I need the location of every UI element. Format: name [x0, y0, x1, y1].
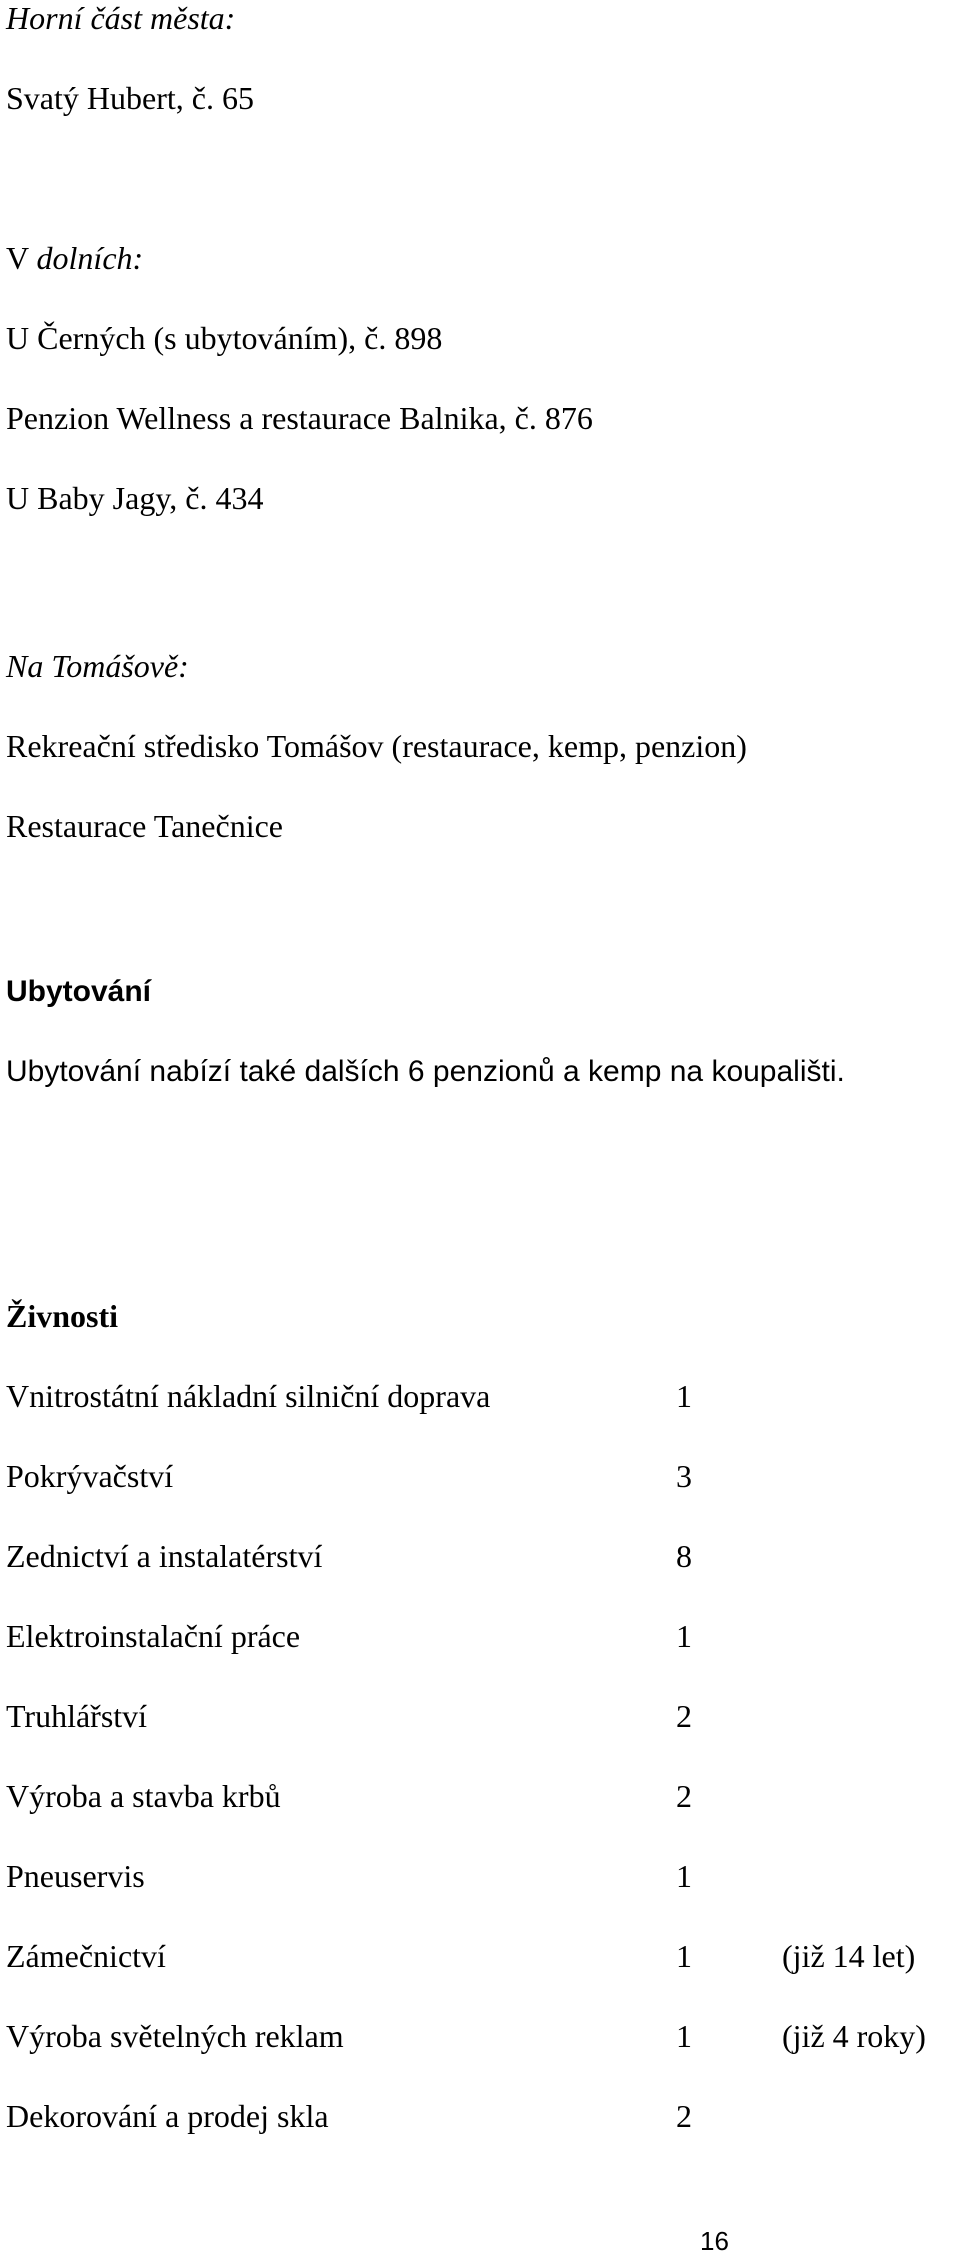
upper-town-heading: Horní část města: — [6, 0, 236, 36]
trade-count: 1 — [676, 1938, 692, 1974]
trade-count: 2 — [676, 2098, 692, 2134]
trade-name: Pokrývačství — [6, 1458, 174, 1494]
trade-note: (již 4 roky) — [782, 2018, 926, 2054]
trade-count: 1 — [676, 2018, 692, 2054]
list-item: Svatý Hubert, č. 65 — [6, 80, 254, 116]
lower-town-heading — [6, 238, 143, 278]
trade-name: Truhlářství — [6, 1698, 148, 1734]
accommodation-text: Ubytování nabízí také dalších 6 penzionů a kemp na koupališti. — [6, 1055, 845, 1088]
trade-name: Vnitrostátní nákladní silniční doprava — [6, 1378, 491, 1414]
trade-name: Výroba světelných reklam — [6, 2018, 344, 2054]
trade-count: 2 — [676, 1698, 692, 1734]
trade-name: Dekorování a prodej skla — [6, 2098, 329, 2134]
list-item: Rekreační středisko Tomášov (restaurace, kemp, penzion) — [6, 728, 747, 764]
trade-note: (již 14 let) — [782, 1938, 916, 1974]
trade-count: 3 — [676, 1458, 692, 1494]
trade-count: 1 — [676, 1858, 692, 1894]
trade-name: Zednictví a instalatérství — [6, 1538, 323, 1574]
trade-name: Pneuservis — [6, 1858, 145, 1894]
heading-rest: dolních: — [36, 240, 144, 276]
trade-count: 8 — [676, 1538, 692, 1574]
trade-count: 2 — [676, 1778, 692, 1814]
trade-count: 1 — [676, 1618, 692, 1654]
list-item: Penzion Wellness a restaurace Balnika, č. 876 — [6, 400, 593, 436]
trade-name: Výroba a stavba krbů — [6, 1778, 281, 1814]
trade-name: Zámečnictví — [6, 1938, 166, 1974]
heading-prefix: V — [6, 240, 29, 276]
page-number: 16 — [700, 2226, 729, 2256]
trades-heading: Živnosti — [6, 1298, 119, 1334]
list-item: U Černých (s ubytováním), č. 898 — [6, 320, 443, 356]
list-item: Restaurace Tanečnice — [6, 808, 283, 844]
tomasov-heading: Na Tomášově: — [6, 648, 189, 684]
list-item: U Baby Jagy, č. 434 — [6, 480, 264, 516]
trade-name: Elektroinstalační práce — [6, 1618, 301, 1654]
accommodation-heading: Ubytování — [6, 975, 152, 1008]
trade-count: 1 — [676, 1378, 692, 1414]
